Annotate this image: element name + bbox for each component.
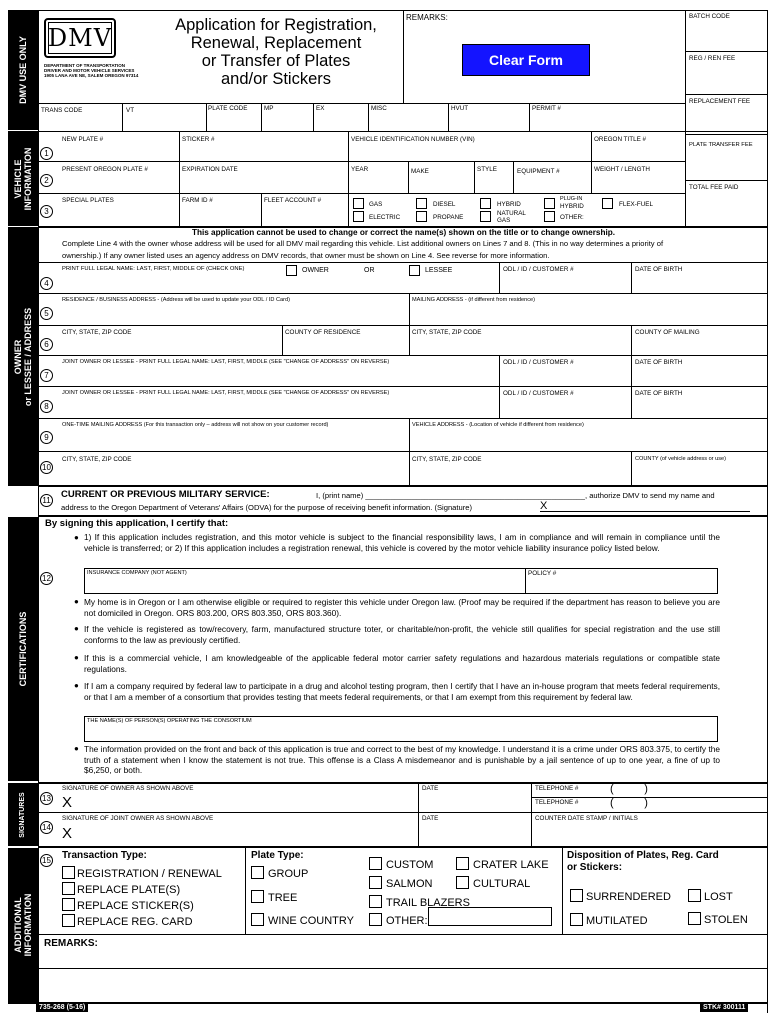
other-plate-checkbox[interactable] <box>369 913 382 926</box>
owner-date-field[interactable] <box>422 794 529 810</box>
cert-bullet-5: If I am a company required by federal law to participate in a drug and alcohol testing program, then I certify that I have an in-house program that meets federal requirements, or that I am a member of a consortium that provides testing that meets federal requirements, or that I am exempt from this requirement by federal law. <box>84 681 720 702</box>
military-text-1: I, (print name) ____________________________________________________, authorize DMV to send my name and <box>316 491 715 500</box>
crater-lake-checkbox[interactable] <box>456 857 469 870</box>
residence-label: RESIDENCE / BUSINESS ADDRESS - (Address will be used to update your ODL / ID Card) <box>62 297 290 303</box>
joint-date-label: DATE <box>422 815 439 822</box>
make-field[interactable] <box>411 176 472 191</box>
lost-label: LOST <box>704 891 733 903</box>
new-plate-field[interactable] <box>62 145 177 159</box>
disposition-title-1: Disposition of Plates, Reg. Card <box>567 850 719 861</box>
oregon-title-field[interactable] <box>594 145 683 159</box>
replace-plates-checkbox[interactable] <box>62 882 75 895</box>
line-number-12: 12 <box>40 572 53 585</box>
telephone-field-2[interactable] <box>660 799 765 811</box>
registration-renewal-checkbox[interactable] <box>62 866 75 879</box>
certify-heading: By signing this application, I certify that: <box>45 518 229 529</box>
sidebar-signatures: SIGNATURES <box>8 783 38 846</box>
cert-bullet-2: My home is in Oregon or I am otherwise eligible or required to register this vehicle under Oregon law. (Proof may be required if the department has reason to believe you are not domiciled in Oregon. ORS 803.200, ORS 803.350, ORS 803.360). <box>84 597 720 618</box>
owner-name-field[interactable] <box>62 276 497 291</box>
owner-odl-field[interactable] <box>503 276 629 291</box>
vin-field[interactable] <box>351 145 589 159</box>
bullet-4: ● <box>74 653 79 662</box>
mutilated-label: MUTILATED <box>586 915 648 927</box>
mailing-field[interactable] <box>412 307 765 323</box>
title-line-2: Renewal, Replacement <box>190 34 362 52</box>
year-label: YEAR <box>351 166 369 173</box>
remarks-bottom-label: REMARKS: <box>44 938 98 949</box>
line-number-6: 6 <box>40 338 53 351</box>
joint-odl-field[interactable] <box>503 369 629 384</box>
joint-dob-field[interactable] <box>635 369 765 384</box>
vehicle-address-label: VEHICLE ADDRESS - (Location of vehicle if different from residence) <box>412 422 584 428</box>
custom-checkbox[interactable] <box>369 857 382 870</box>
sidebar-certifications: CERTIFICATIONS <box>8 517 38 781</box>
cultural-checkbox[interactable] <box>456 876 469 889</box>
line-number-11: 11 <box>40 494 53 507</box>
line-number-8: 8 <box>40 400 53 413</box>
telephone-field-1[interactable] <box>660 784 765 796</box>
transaction-type-title: Transaction Type: <box>62 850 147 861</box>
odl-label: ODL / ID / CUSTOMER # <box>503 266 574 273</box>
dept-line-1: DEPARTMENT OF TRANSPORTATION <box>44 63 125 68</box>
residence-field[interactable] <box>62 307 407 323</box>
new-plate-label: NEW PLATE # <box>62 136 104 143</box>
joint-odl-2-field[interactable] <box>503 400 629 416</box>
line-number-7: 7 <box>40 369 53 382</box>
special-plates-field[interactable] <box>62 206 177 224</box>
disposition-title-2: or Stickers: <box>567 862 623 873</box>
county-residence-field[interactable] <box>285 338 407 353</box>
city-field[interactable] <box>62 338 280 353</box>
flex-fuel-label: FLEX-FUEL <box>619 201 653 208</box>
one-time-mailing-label: ONE-TIME MAILING ADDRESS (For this transaction only – address will not show on your customer record) <box>62 422 329 428</box>
owner-dob-field[interactable] <box>635 276 765 291</box>
other-plate-field[interactable] <box>428 907 552 926</box>
line-number-4: 4 <box>40 277 53 290</box>
replace-stickers-label: REPLACE STICKER(S) <box>77 900 194 912</box>
cert-bullet-6: The information provided on the front and back of this application is true and correct to the best of my knowledge. I understand it is a crime under ORS 803.375, to certify the truth of a statement when I know the statement is not true. This offense is a Class A misdemeanor and is punishable by a jail sentence of up to one year, a fine of up to $6,250, or both. <box>84 744 720 775</box>
equipment-label: EQUIPMENT # <box>517 168 560 175</box>
line-number-13: 13 <box>40 792 53 805</box>
replacement-fee-label: REPLACEMENT FEE <box>689 98 751 105</box>
county-residence-label: COUNTY OF RESIDENCE <box>285 329 361 336</box>
joint-date-field[interactable] <box>422 825 529 842</box>
year-field[interactable] <box>351 176 406 191</box>
cert-bullet-1: 1) If this application includes registration, and this motor vehicle is subject to the financial responsibility laws, I am in compliance and will remain in compliance until the vehicle is transferred; or 2) If this application includes a registration renewal, this vehicle is covered by the motor vehicle liability insurance policy listed below. <box>84 532 720 553</box>
vehicle-city-label: CITY, STATE, ZIP CODE <box>412 456 482 463</box>
sticker-field[interactable] <box>182 145 346 159</box>
sidebar-additional-information: ADDITIONAL INFORMATION <box>8 848 38 1002</box>
hybrid-label: HYBRID <box>497 201 521 208</box>
ex-label: EX <box>316 105 325 112</box>
electric-checkbox[interactable] <box>353 211 364 222</box>
cert-bullet-3: If the vehicle is registered as tow/recovery, farm, manufactured structure toter, or charitable/non-profit, the vehicle still qualifies for special registration and the use still conforms to the law as previously certified. <box>84 624 720 645</box>
propane-checkbox[interactable] <box>416 211 427 222</box>
print-name-label: PRINT FULL LEGAL NAME: LAST, FIRST, MIDDLE OF (CHECK ONE) <box>62 266 245 272</box>
salmon-checkbox[interactable] <box>369 876 382 889</box>
ownership-warning: This application cannot be used to change or correct the name(s) shown on the title or to change ownership. <box>191 228 616 237</box>
group-checkbox[interactable] <box>251 866 264 879</box>
propane-label: PROPANE <box>433 214 464 221</box>
batch-code-label: BATCH CODE <box>689 13 730 20</box>
military-signature-x: X <box>540 500 548 512</box>
title-line-1: Application for Registration, <box>175 16 377 34</box>
weight-length-label: WEIGHT / LENGTH <box>594 166 650 173</box>
or-label: OR <box>364 267 375 274</box>
cultural-label: CULTURAL <box>473 878 531 890</box>
lessee-checkbox-label: LESSEE <box>425 267 453 274</box>
mutilated-checkbox[interactable] <box>570 913 583 926</box>
gas-label: GAS <box>369 201 383 208</box>
vin-label: VEHICLE IDENTIFICATION NUMBER (VIN) <box>351 136 475 143</box>
bullet-1: ● <box>74 533 79 542</box>
reg-ren-fee-label: REG / REN FEE <box>689 55 736 62</box>
cert-bullet-4: If this is a commercial vehicle, I am knowledgeable of the applicable federal motor carrier safety regulations and hazardous materials regulations or compatible state regulations. <box>84 653 720 674</box>
form-number: 735-268 (5-16) <box>36 1003 88 1012</box>
one-time-city-label: CITY, STATE, ZIP CODE <box>62 456 132 463</box>
bullet-2: ● <box>74 597 79 606</box>
other-fuel-checkbox[interactable] <box>544 211 555 222</box>
owner-instruction-2: ownership.) If any owner listed uses an agency address on DMV records, that owner must be shown on Line 4. See reverse for more information. <box>62 251 550 260</box>
title-line-3: or Transfer of Plates <box>201 52 351 70</box>
diesel-checkbox[interactable] <box>416 198 427 209</box>
mailing-city-field[interactable] <box>412 338 629 353</box>
bullet-3: ● <box>74 624 79 633</box>
dmv-logo <box>44 18 116 58</box>
line-number-10: 10 <box>40 461 53 474</box>
joint-dob-label: DATE OF BIRTH <box>635 359 683 366</box>
joint-signature-x: X <box>62 825 73 842</box>
electric-label: ELECTRIC <box>369 214 401 221</box>
city-state-zip-label: CITY, STATE, ZIP CODE <box>62 329 132 336</box>
other-fuel-label: OTHER: <box>560 214 584 221</box>
present-plate-label: PRESENT OREGON PLATE # <box>62 166 148 173</box>
remarks-label: REMARKS: <box>406 13 448 22</box>
vt-label: VT <box>126 107 135 114</box>
joint-signature-field[interactable] <box>78 826 414 842</box>
line-number-1: 1 <box>40 147 53 160</box>
sidebar-dmv-use-only: DMV USE ONLY <box>8 10 38 130</box>
consortium-label: THE NAME(S) OF PERSON(S) OPERATING THE CONSORTIUM <box>87 718 252 724</box>
expiration-date-field[interactable] <box>182 176 346 191</box>
line-number-15: 15 <box>40 854 53 867</box>
joint-dob-2-label: DATE OF BIRTH <box>635 390 683 397</box>
hvut-label: HVUT <box>451 105 469 112</box>
military-text-2: address to the Oregon Department of Veterans' Affairs (ODVA) for the purpose of receiving benefit information. (Signature) <box>61 503 473 512</box>
special-plates-label: SPECIAL PLATES <box>62 197 114 204</box>
county-mailing-field[interactable] <box>635 338 765 353</box>
farm-id-field[interactable] <box>182 206 259 224</box>
natural-gas-label-2: GAS <box>497 217 511 224</box>
telephone-paren-2: ( ) <box>610 797 648 809</box>
stolen-checkbox[interactable] <box>688 912 701 925</box>
gas-checkbox[interactable] <box>353 198 364 209</box>
joint-owner-field[interactable] <box>62 369 497 384</box>
joint-odl-label: ODL / ID / CUSTOMER # <box>503 359 574 366</box>
natural-gas-checkbox[interactable] <box>480 211 491 222</box>
dept-line-3: 1905 LANA AVE NE, SALEM OREGON 97314 <box>44 73 139 78</box>
sticker-label: STICKER # <box>182 136 215 143</box>
replace-reg-card-label: REPLACE REG. CARD <box>77 916 193 928</box>
flex-fuel-checkbox[interactable] <box>602 198 613 209</box>
trans-code-label: TRANS CODE <box>41 107 83 114</box>
joint-odl-2-label: ODL / ID / CUSTOMER # <box>503 390 574 397</box>
lessee-checkbox[interactable] <box>409 265 420 276</box>
trail-blazers-label: TRAIL BLAZERS <box>386 897 470 909</box>
consortium-field[interactable] <box>87 726 716 740</box>
insurance-company-label: INSURANCE COMPANY (NOT AGENT) <box>87 570 187 576</box>
owner-checkbox-label: OWNER <box>302 267 329 274</box>
remarks-field-2[interactable] <box>42 970 765 1000</box>
fleet-account-label: FLEET ACCOUNT # <box>264 197 322 204</box>
style-label: STYLE <box>477 166 497 173</box>
line-number-5: 5 <box>40 307 53 320</box>
military-signature-field[interactable] <box>540 500 750 512</box>
plugin-hybrid-checkbox[interactable] <box>544 198 555 209</box>
joint-owner-2-field[interactable] <box>62 400 497 416</box>
line-number-9: 9 <box>40 431 53 444</box>
vehicle-address-field[interactable] <box>412 432 765 449</box>
one-time-city-field[interactable] <box>62 466 407 483</box>
group-label: GROUP <box>268 868 309 880</box>
plate-code-label: PLATE CODE <box>208 105 248 112</box>
tree-checkbox[interactable] <box>251 890 264 903</box>
total-fee-paid-label: TOTAL FEE PAID <box>689 184 739 191</box>
present-plate-field[interactable] <box>62 176 177 191</box>
joint-owner-label: JOINT OWNER OR LESSEE - PRINT FULL LEGAL NAME: LAST, FIRST, MIDDLE (SEE "CHANGE OF ADDRESS" ON REVERSE) <box>62 359 390 365</box>
mp-label: MP <box>264 105 274 112</box>
owner-signature-field[interactable] <box>78 795 414 811</box>
misc-label: MISC <box>371 105 387 112</box>
replace-stickers-checkbox[interactable] <box>62 898 75 911</box>
insurance-company-field[interactable] <box>87 578 521 592</box>
owner-signature-x: X <box>62 794 73 811</box>
diesel-label: DIESEL <box>433 201 456 208</box>
fleet-account-field[interactable] <box>264 206 346 224</box>
make-label: MAKE <box>411 168 429 175</box>
telephone-paren-1: ( ) <box>610 783 648 795</box>
plate-type-title: Plate Type: <box>251 850 304 861</box>
owner-instruction-1: Complete Line 4 with the owner whose address will be used for all DMV mail regarding this vehicle. List additional owners on Lines 7 and 8. (This in no way determines a priority of <box>62 239 664 248</box>
telephone-label-2: TELEPHONE # <box>535 799 579 806</box>
title-line-4: and/or Stickers <box>220 70 332 88</box>
one-time-mailing-field[interactable] <box>62 432 407 449</box>
salmon-label: SALMON <box>386 878 433 890</box>
dmv-logo-text: DMV <box>47 24 113 52</box>
policy-label: POLICY # <box>528 570 557 577</box>
owner-signature-label: SIGNATURE OF OWNER AS SHOWN ABOVE <box>62 785 194 792</box>
sidebar-owner: OWNER or LESSEE / ADDRESS <box>8 227 38 486</box>
joint-dob-2-field[interactable] <box>635 400 765 416</box>
replace-plates-label: REPLACE PLATE(S) <box>77 884 181 896</box>
hybrid-checkbox[interactable] <box>480 198 491 209</box>
county-vehicle-label: COUNTY (of vehicle address or use) <box>635 456 726 462</box>
joint-owner-2-label: JOINT OWNER OR LESSEE - PRINT FULL LEGAL NAME: LAST, FIRST, MIDDLE (SEE "CHANGE OF ADDRESS" ON REVERSE) <box>62 390 390 396</box>
line-number-14: 14 <box>40 821 53 834</box>
trail-blazers-checkbox[interactable] <box>369 895 382 908</box>
telephone-label-1: TELEPHONE # <box>535 785 579 792</box>
county-vehicle-field[interactable] <box>635 466 765 483</box>
county-mailing-label: COUNTY OF MAILING <box>635 329 700 336</box>
wine-country-checkbox[interactable] <box>251 913 264 926</box>
bullet-6: ● <box>74 744 79 753</box>
registration-renewal-label: REGISTRATION / RENEWAL <box>77 868 222 880</box>
bullet-5: ● <box>74 681 79 690</box>
counter-stamp-label: COUNTER DATE STAMP / INITIALS <box>535 815 638 822</box>
sidebar-vehicle-information: VEHICLE INFORMATION <box>8 131 38 226</box>
dept-line-2: DRIVER AND MOTOR VEHICLE SERVICES <box>44 68 135 73</box>
permit-label: PERMIT # <box>532 105 561 112</box>
page-title <box>152 16 400 88</box>
surrendered-label: SURRENDERED <box>586 891 671 903</box>
lost-checkbox[interactable] <box>688 889 701 902</box>
equipment-field[interactable] <box>517 176 589 191</box>
natural-gas-label: NATURAL <box>497 210 526 217</box>
other-plate-label: OTHER: <box>386 915 428 927</box>
replace-reg-card-checkbox[interactable] <box>62 914 75 927</box>
vehicle-city-field[interactable] <box>412 466 629 483</box>
oregon-title-label: OREGON TITLE # <box>594 136 647 143</box>
plugin-hybrid-label-2: HYBRID <box>560 203 584 210</box>
military-title: CURRENT OR PREVIOUS MILITARY SERVICE: <box>61 489 270 500</box>
dob-label: DATE OF BIRTH <box>635 266 683 273</box>
remarks-field-1[interactable] <box>100 937 765 966</box>
style-field[interactable] <box>477 176 511 191</box>
line-number-2: 2 <box>40 174 53 187</box>
custom-label: CUSTOM <box>386 859 434 871</box>
owner-checkbox[interactable] <box>286 265 297 276</box>
mailing-label: MAILING ADDRESS - (if different from residence) <box>412 297 535 303</box>
wine-country-label: WINE COUNTRY <box>268 915 354 927</box>
stock-number: STK# 300111 <box>700 1003 748 1012</box>
tree-label: TREE <box>268 892 298 904</box>
weight-length-field[interactable] <box>594 176 683 191</box>
expiration-date-label: EXPIRATION DATE <box>182 166 238 173</box>
policy-field[interactable] <box>528 578 716 592</box>
stolen-label: STOLEN <box>704 914 748 926</box>
plate-transfer-fee-label: PLATE TRANSFER FEE <box>689 142 753 148</box>
line-number-3: 3 <box>40 205 53 218</box>
plugin-hybrid-label: PLUG-IN <box>560 196 583 202</box>
owner-date-label: DATE <box>422 785 439 792</box>
surrendered-checkbox[interactable] <box>570 889 583 902</box>
joint-signature-label: SIGNATURE OF JOINT OWNER AS SHOWN ABOVE <box>62 815 214 822</box>
mailing-city-label: CITY, STATE, ZIP CODE <box>412 329 482 336</box>
clear-form-button[interactable]: Clear Form <box>462 44 590 76</box>
crater-lake-label: CRATER LAKE <box>473 859 549 871</box>
farm-id-label: FARM ID # <box>182 197 213 204</box>
